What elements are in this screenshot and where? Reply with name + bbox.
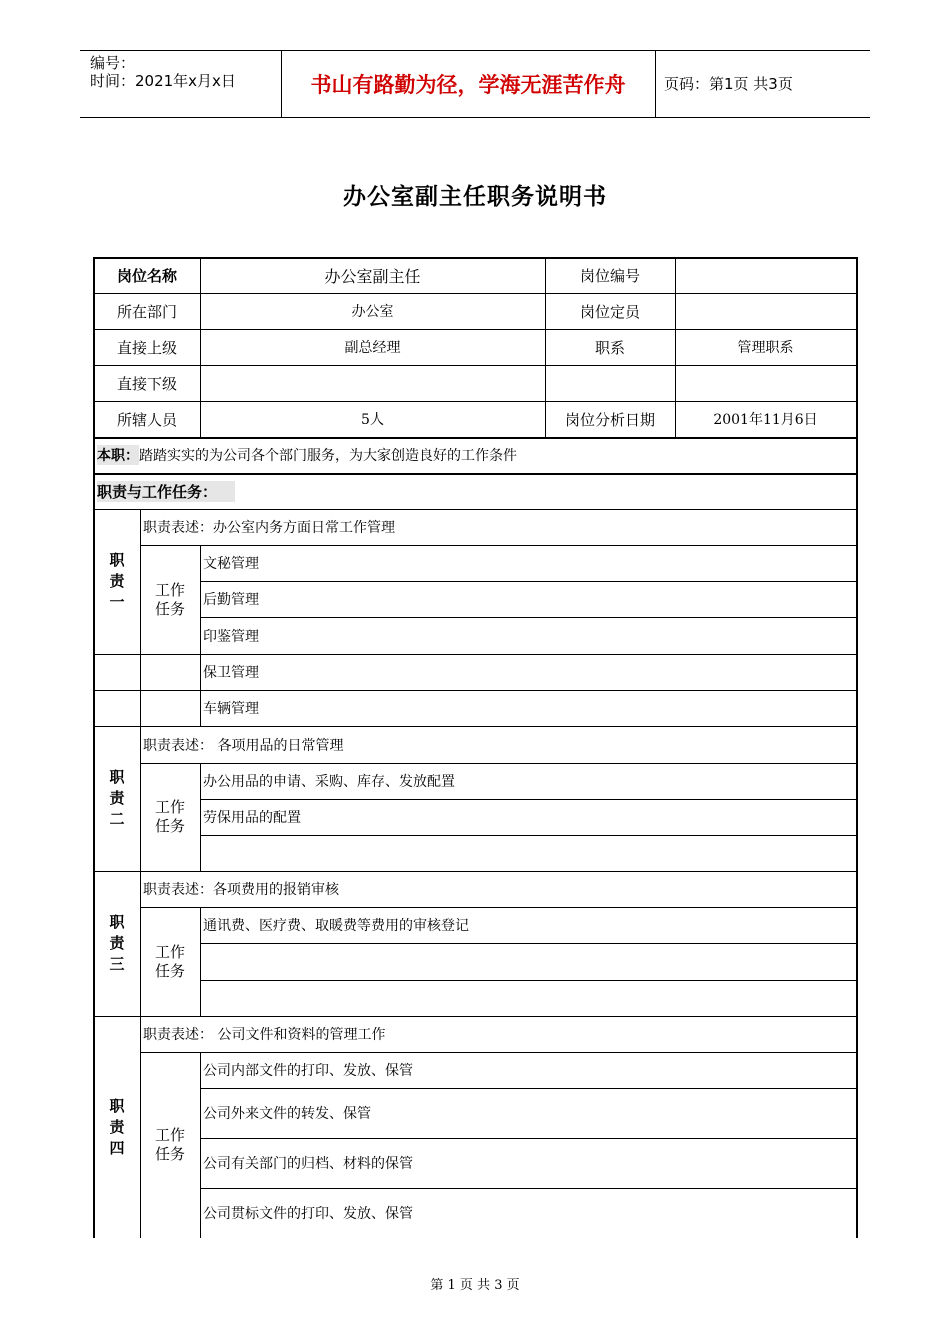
duty-one-work-task-label: 工作任务 — [154, 580, 185, 618]
table-border — [856, 257, 858, 1238]
analysis-date-value: 2001年11月6日 — [713, 412, 818, 428]
task-item: 通讯费、医疗费、取暖费等费用的审核登记 — [203, 918, 469, 934]
duty-three-description: 职责表述：各项费用的报销审核 — [143, 882, 339, 898]
subordinate-label: 直接下级 — [116, 374, 177, 393]
post-name-value: 办公室副主任 — [324, 266, 421, 286]
task-item: 劳保用品的配置 — [203, 810, 301, 826]
duty-one-label: 职责一 — [109, 551, 125, 611]
duty-summary-label: 本职： — [97, 445, 139, 465]
document-number: 编号： — [90, 54, 136, 72]
header-bottom-rule — [80, 117, 870, 118]
page-title: 办公室副主任职务说明书 — [343, 184, 607, 210]
duty-one-description: 职责表述：办公室内务方面日常工作管理 — [143, 520, 395, 536]
duty-four-description: 职责表述： 公司文件和资料的管理工作 — [143, 1027, 386, 1043]
task-item: 公司贯标文件的打印、发放、保管 — [203, 1206, 413, 1222]
staff-label: 所辖人员 — [116, 410, 177, 429]
document-time: 时间：2021年x月x日 — [90, 72, 236, 90]
dept-value: 办公室 — [351, 304, 394, 320]
page-footer: 第 1 页 共 3 页 — [430, 1278, 520, 1293]
task-item: 车辆管理 — [203, 701, 259, 717]
duty-three-work-task-label: 工作任务 — [154, 942, 185, 980]
task-item: 公司有关部门的归档、材料的保管 — [203, 1156, 413, 1172]
task-item: 保卫管理 — [203, 665, 259, 681]
duty-two-description: 职责表述： 各项用品的日常管理 — [143, 737, 344, 754]
quota-value — [675, 293, 856, 329]
duty-summary-text: 踏踏实实的为公司各个部门服务，为大家创造良好的工作条件 — [139, 448, 517, 464]
post-name-label: 岗位名称 — [116, 266, 177, 285]
task-item: 公司内部文件的打印、发放、保管 — [203, 1063, 413, 1079]
duty-four-work-task-label: 工作任务 — [154, 1126, 185, 1163]
task-item — [200, 835, 856, 871]
series-label: 职系 — [594, 338, 625, 357]
superior-value: 副总经理 — [344, 340, 401, 356]
duty-two-work-task-label: 工作任务 — [154, 798, 185, 835]
analysis-date-label: 岗位分析日期 — [564, 410, 655, 429]
task-item: 后勤管理 — [203, 592, 259, 608]
task-item — [200, 980, 856, 1016]
task-item: 文秘管理 — [203, 556, 259, 572]
header-motto: 书山有路勤为径，学海无涯苦作舟 — [310, 72, 626, 97]
duty-four-label: 职责四 — [109, 1096, 125, 1157]
header-page-info: 页码：第1页 共3页 — [664, 75, 793, 93]
subordinate-value — [200, 365, 545, 401]
header-divider — [655, 50, 656, 117]
dept-label: 所在部门 — [116, 302, 177, 321]
duty-summary-row — [94, 437, 856, 473]
post-code-value — [675, 257, 856, 293]
superior-label: 直接上级 — [116, 338, 177, 357]
quota-label: 岗位定员 — [579, 302, 640, 321]
task-item: 印鉴管理 — [203, 628, 259, 645]
task-item — [200, 943, 856, 980]
header-meta — [90, 54, 236, 90]
series-value: 管理职系 — [737, 340, 794, 356]
task-item: 办公用品的申请、采购、库存、发放配置 — [203, 774, 455, 790]
staff-value: 5人 — [361, 412, 384, 428]
duty-three-label: 职责三 — [109, 913, 125, 973]
tasks-heading-row — [94, 473, 856, 509]
duty-two-label: 职责二 — [109, 768, 125, 828]
task-item: 公司外来文件的转发、保管 — [203, 1106, 371, 1122]
post-code-label: 岗位编号 — [579, 266, 640, 285]
tasks-heading: 职责与工作任务： — [97, 481, 235, 502]
